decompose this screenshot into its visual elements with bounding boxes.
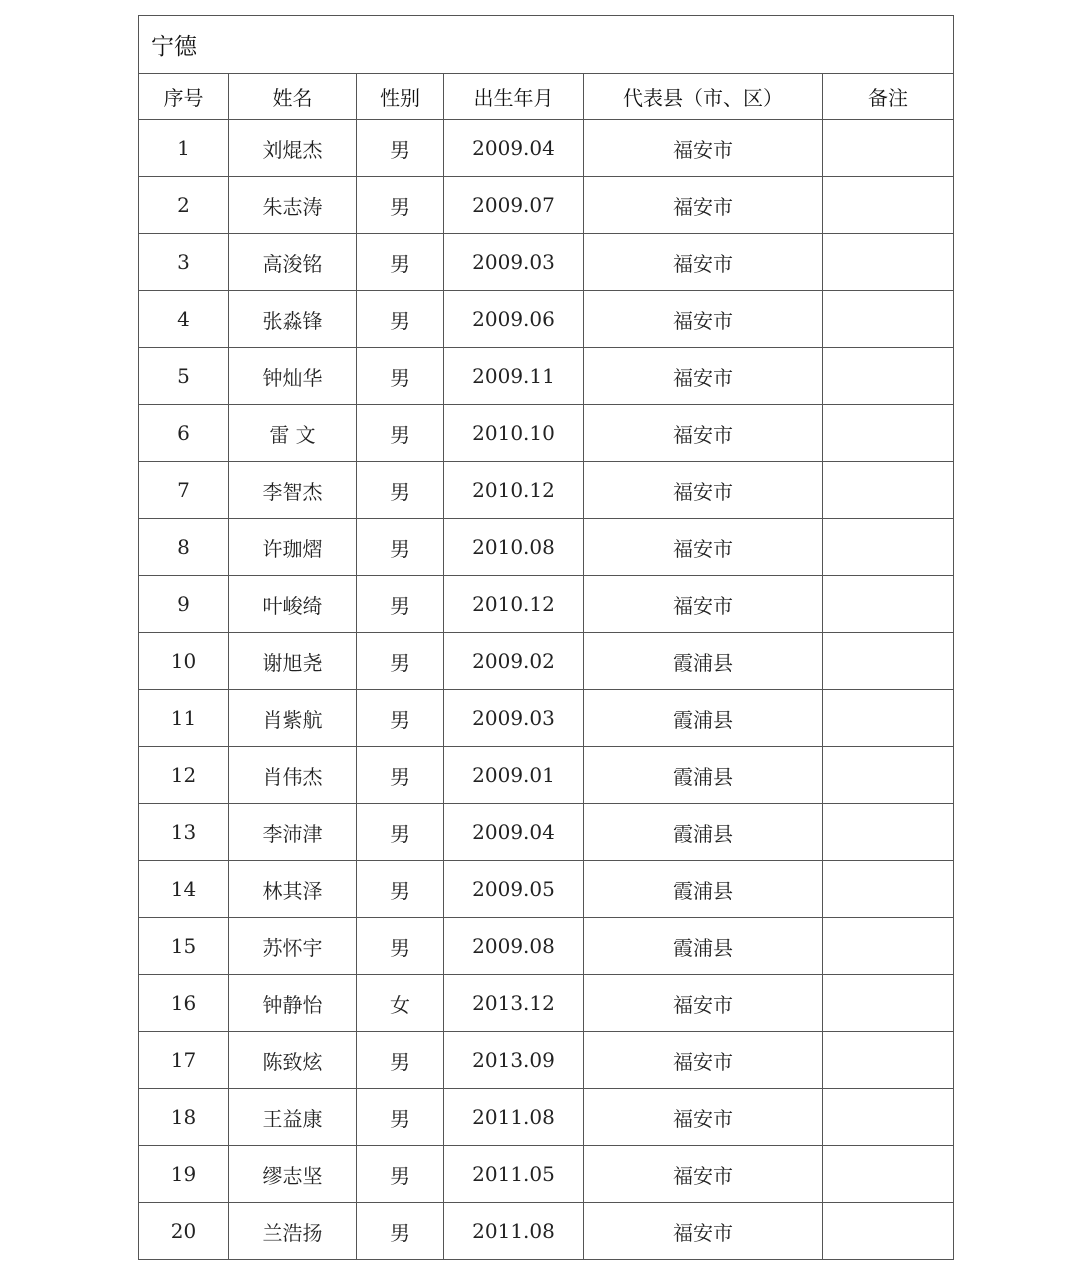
cell-remark	[823, 918, 954, 975]
cell-no: 2	[139, 177, 229, 234]
cell-gender: 男	[357, 120, 444, 177]
cell-county: 福安市	[584, 1203, 823, 1260]
cell-remark	[823, 348, 954, 405]
cell-gender: 男	[357, 462, 444, 519]
header-gender: 性别	[357, 74, 444, 120]
cell-name: 兰浩扬	[229, 1203, 357, 1260]
table-row	[139, 918, 954, 975]
cell-remark	[823, 747, 954, 804]
cell-gender: 男	[357, 1032, 444, 1089]
table-body	[139, 120, 954, 1260]
cell-birth: 2011.05	[444, 1146, 584, 1203]
cell-remark	[823, 120, 954, 177]
cell-birth: 2009.06	[444, 291, 584, 348]
table-row	[139, 348, 954, 405]
cell-gender: 男	[357, 234, 444, 291]
cell-no: 6	[139, 405, 229, 462]
cell-name: 缪志坚	[229, 1146, 357, 1203]
cell-no: 17	[139, 1032, 229, 1089]
cell-county: 霞浦县	[584, 747, 823, 804]
cell-county: 霞浦县	[584, 690, 823, 747]
table-row	[139, 1203, 954, 1260]
cell-remark	[823, 234, 954, 291]
cell-county: 福安市	[584, 405, 823, 462]
cell-birth: 2009.03	[444, 690, 584, 747]
cell-gender: 男	[357, 633, 444, 690]
table-row	[139, 747, 954, 804]
cell-gender: 男	[357, 861, 444, 918]
cell-no: 10	[139, 633, 229, 690]
table-row	[139, 405, 954, 462]
table-row	[139, 1089, 954, 1146]
cell-county: 福安市	[584, 120, 823, 177]
cell-remark	[823, 1203, 954, 1260]
table-row	[139, 519, 954, 576]
cell-no: 20	[139, 1203, 229, 1260]
roster-table	[138, 15, 954, 1260]
cell-remark	[823, 177, 954, 234]
cell-remark	[823, 861, 954, 918]
cell-county: 福安市	[584, 576, 823, 633]
table-row	[139, 804, 954, 861]
cell-name: 肖紫航	[229, 690, 357, 747]
region-row	[139, 16, 954, 74]
cell-remark	[823, 1032, 954, 1089]
cell-no: 19	[139, 1146, 229, 1203]
cell-gender: 男	[357, 1146, 444, 1203]
cell-county: 福安市	[584, 1146, 823, 1203]
table-row	[139, 291, 954, 348]
cell-gender: 女	[357, 975, 444, 1032]
table-row	[139, 462, 954, 519]
cell-birth: 2009.01	[444, 747, 584, 804]
cell-birth: 2009.11	[444, 348, 584, 405]
cell-gender: 男	[357, 747, 444, 804]
header-county: 代表县（市、区）	[584, 74, 823, 120]
cell-no: 16	[139, 975, 229, 1032]
cell-no: 12	[139, 747, 229, 804]
cell-gender: 男	[357, 804, 444, 861]
cell-no: 8	[139, 519, 229, 576]
cell-remark	[823, 690, 954, 747]
cell-no: 3	[139, 234, 229, 291]
cell-name: 肖伟杰	[229, 747, 357, 804]
cell-no: 1	[139, 120, 229, 177]
cell-county: 福安市	[584, 462, 823, 519]
cell-birth: 2009.03	[444, 234, 584, 291]
cell-birth: 2010.12	[444, 576, 584, 633]
table-row	[139, 861, 954, 918]
cell-birth: 2010.08	[444, 519, 584, 576]
cell-birth: 2011.08	[444, 1203, 584, 1260]
cell-birth: 2013.12	[444, 975, 584, 1032]
cell-name: 许珈熠	[229, 519, 357, 576]
cell-birth: 2010.10	[444, 405, 584, 462]
table-row	[139, 1146, 954, 1203]
cell-name: 钟灿华	[229, 348, 357, 405]
header-remark: 备注	[823, 74, 954, 120]
cell-remark	[823, 576, 954, 633]
cell-no: 13	[139, 804, 229, 861]
table-row	[139, 975, 954, 1032]
cell-no: 11	[139, 690, 229, 747]
cell-name: 李智杰	[229, 462, 357, 519]
header-no: 序号	[139, 74, 229, 120]
cell-no: 5	[139, 348, 229, 405]
cell-no: 15	[139, 918, 229, 975]
region-title: 宁德	[139, 16, 954, 74]
cell-remark	[823, 1146, 954, 1203]
cell-no: 9	[139, 576, 229, 633]
cell-remark	[823, 462, 954, 519]
cell-gender: 男	[357, 348, 444, 405]
cell-gender: 男	[357, 918, 444, 975]
cell-county: 福安市	[584, 1032, 823, 1089]
cell-birth: 2009.07	[444, 177, 584, 234]
cell-remark	[823, 405, 954, 462]
table-row	[139, 234, 954, 291]
table-row	[139, 120, 954, 177]
cell-county: 福安市	[584, 975, 823, 1032]
cell-remark	[823, 519, 954, 576]
cell-county: 福安市	[584, 291, 823, 348]
cell-gender: 男	[357, 1203, 444, 1260]
cell-name: 陈致炫	[229, 1032, 357, 1089]
cell-birth: 2009.04	[444, 120, 584, 177]
cell-county: 霞浦县	[584, 918, 823, 975]
cell-name: 李沛津	[229, 804, 357, 861]
cell-name: 叶峻绮	[229, 576, 357, 633]
cell-no: 18	[139, 1089, 229, 1146]
cell-gender: 男	[357, 291, 444, 348]
cell-name: 王益康	[229, 1089, 357, 1146]
table-row	[139, 576, 954, 633]
cell-county: 福安市	[584, 348, 823, 405]
cell-gender: 男	[357, 177, 444, 234]
cell-gender: 男	[357, 405, 444, 462]
cell-name: 朱志涛	[229, 177, 357, 234]
cell-gender: 男	[357, 690, 444, 747]
cell-remark	[823, 975, 954, 1032]
cell-birth: 2011.08	[444, 1089, 584, 1146]
cell-birth: 2013.09	[444, 1032, 584, 1089]
cell-no: 7	[139, 462, 229, 519]
cell-no: 4	[139, 291, 229, 348]
cell-remark	[823, 804, 954, 861]
cell-name: 张淼锋	[229, 291, 357, 348]
cell-birth: 2009.08	[444, 918, 584, 975]
cell-gender: 男	[357, 1089, 444, 1146]
cell-no: 14	[139, 861, 229, 918]
table-row	[139, 177, 954, 234]
header-name: 姓名	[229, 74, 357, 120]
table-row	[139, 690, 954, 747]
cell-county: 福安市	[584, 1089, 823, 1146]
cell-gender: 男	[357, 576, 444, 633]
cell-name: 苏怀宇	[229, 918, 357, 975]
cell-birth: 2009.05	[444, 861, 584, 918]
header-row	[139, 74, 954, 120]
cell-name: 高浚铭	[229, 234, 357, 291]
cell-name: 林其泽	[229, 861, 357, 918]
cell-county: 霞浦县	[584, 804, 823, 861]
cell-name: 雷 文	[229, 405, 357, 462]
cell-county: 霞浦县	[584, 861, 823, 918]
cell-county: 福安市	[584, 177, 823, 234]
cell-birth: 2010.12	[444, 462, 584, 519]
cell-name: 刘焜杰	[229, 120, 357, 177]
cell-birth: 2009.04	[444, 804, 584, 861]
cell-county: 霞浦县	[584, 633, 823, 690]
cell-county: 福安市	[584, 519, 823, 576]
cell-remark	[823, 291, 954, 348]
cell-gender: 男	[357, 519, 444, 576]
cell-remark	[823, 1089, 954, 1146]
cell-birth: 2009.02	[444, 633, 584, 690]
cell-remark	[823, 633, 954, 690]
table-row	[139, 1032, 954, 1089]
cell-name: 钟静怡	[229, 975, 357, 1032]
header-birth: 出生年月	[444, 74, 584, 120]
cell-county: 福安市	[584, 234, 823, 291]
table-row	[139, 633, 954, 690]
cell-name: 谢旭尧	[229, 633, 357, 690]
